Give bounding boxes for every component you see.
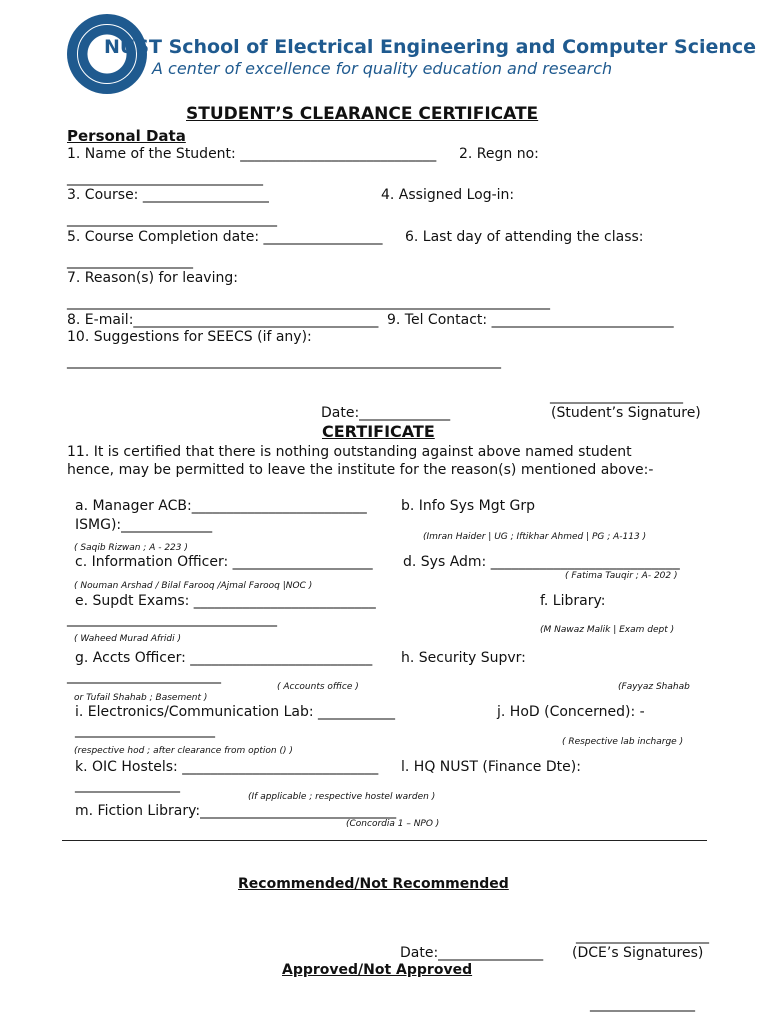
field-reason-label: 7. Reason(s) for leaving: (67, 270, 238, 286)
item-k-note: (If applicable ; respective hostel warden ) (248, 792, 436, 802)
student-date-field[interactable]: Date:_____________ (321, 405, 451, 421)
item-i-electronics-lab[interactable]: i. Electronics/Communication Lab: ___________ (75, 704, 396, 720)
field-regn-no-label: 2. Regn no: (459, 146, 539, 162)
field-suggestions-line[interactable]: ______________________________________________________________ (67, 353, 501, 369)
item-f-library-line[interactable]: ______________________________ (67, 611, 277, 627)
item-g-accts-officer[interactable]: g. Accts Officer: __________________________ (75, 650, 373, 666)
item-d-note: ( Fatima Tauqir ; A- 202 ) (565, 571, 678, 581)
school-tagline: A center of excellence for quality education and research (152, 59, 613, 78)
school-name: NUST School of Electrical Engineering and Computer Science (104, 36, 757, 58)
item-c-information-officer[interactable]: c. Information Officer: ____________________ (75, 554, 373, 570)
field-course-completion-date[interactable]: 5. Course Completion date: _________________ (67, 229, 383, 245)
certificate-text-line-2: hence, may be permitted to leave the institute for the reason(s) mentioned above:- (67, 462, 654, 478)
field-suggestions-label: 10. Suggestions for SEECS (if any): (67, 329, 312, 345)
field-tel-contact[interactable]: 9. Tel Contact: __________________________ (387, 312, 674, 328)
item-f-note: (M Nawaz Malik | Exam dept ) (540, 625, 675, 635)
dce-signature-line[interactable]: ___________________ (576, 928, 709, 944)
item-b-note: (Imran Haider | UG ; Iftikhar Ahmed | PG ; A-113 ) (423, 532, 647, 542)
item-b-info-sys-label: b. Info Sys Mgt Grp (401, 498, 536, 514)
field-assigned-login-line[interactable]: ______________________________ (67, 211, 277, 227)
approved-heading: Approved/Not Approved (282, 962, 473, 978)
field-assigned-login-label: 4. Assigned Log-in: (381, 187, 515, 203)
item-i-note: (respective hod ; after clearance from option () ) (74, 746, 293, 756)
field-last-day-line[interactable]: __________________ (67, 253, 193, 269)
document-title: STUDENT’S CLEARANCE CERTIFICATE (186, 104, 539, 124)
item-l-hq-nust-line[interactable]: _______________ (75, 777, 180, 793)
personal-data-heading: Personal Data (67, 127, 186, 145)
item-a-manager-acb[interactable]: a. Manager ACB:_________________________ (75, 498, 367, 514)
item-k-oic-hostels[interactable]: k. OIC Hostels: ____________________________ (75, 759, 379, 775)
certificate-heading: CERTIFICATE (322, 422, 435, 441)
item-f-library-label: f. Library: (540, 593, 606, 609)
item-c-note: ( Nouman Arshad / Bilal Farooq /Ajmal Farooq |NOC ) (74, 581, 313, 591)
item-l-hq-nust-label: l. HQ NUST (Finance Dte): (401, 759, 581, 775)
item-h-security-line[interactable]: ______________________ (67, 668, 221, 684)
item-m-fiction-library[interactable]: m. Fiction Library:____________________________ (75, 803, 397, 819)
item-h-note: (Fayyaz Shahab (618, 682, 690, 692)
item-h-note-continued: or Tufail Shahab ; Basement ) (74, 693, 208, 703)
item-g-note: ( Accounts office ) (277, 682, 359, 692)
dce-date-field[interactable]: Date:_______________ (400, 945, 544, 961)
item-j-note: ( Respective lab incharge ) (562, 737, 684, 747)
student-signature-label: (Student’s Signature) (551, 405, 701, 421)
field-last-day-label: 6. Last day of attending the class: (405, 229, 644, 245)
field-regn-no-line[interactable]: ____________________________ (67, 170, 263, 186)
certificate-text-line-1: 11. It is certified that there is nothing outstanding against above named student (67, 444, 632, 460)
item-b-ismg-line[interactable]: ISMG):_____________ (75, 517, 213, 533)
item-m-note: (Concordia 1 – NPO ) (346, 819, 440, 829)
item-h-security-label: h. Security Supvr: (401, 650, 526, 666)
dce-signature-label: (DCE’s Signatures) (572, 945, 704, 961)
item-d-sys-adm[interactable]: d. Sys Adm: ___________________________ (403, 554, 680, 570)
field-student-name[interactable]: 1. Name of the Student: ____________________________ (67, 146, 437, 162)
item-j-hod-label: j. HoD (Concerned): - (497, 704, 645, 720)
student-signature-line[interactable]: ___________________ (550, 388, 683, 404)
field-reason-line[interactable]: _____________________________________________________________________ (67, 294, 550, 310)
recommended-heading: Recommended/Not Recommended (238, 876, 509, 892)
field-email[interactable]: 8. E-mail:___________________________________ (67, 312, 379, 328)
item-e-note: ( Waheed Murad Afridi ) (74, 634, 182, 644)
item-j-hod-line[interactable]: ____________________ (75, 722, 215, 738)
item-e-supdt-exams[interactable]: e. Supdt Exams: __________________________ (75, 593, 376, 609)
approval-signature-line[interactable]: _______________ (590, 996, 695, 1012)
item-a-note: ( Saqib Rizwan ; A - 223 ) (74, 543, 188, 553)
field-course[interactable]: 3. Course: __________________ (67, 187, 269, 203)
section-divider (62, 840, 707, 841)
